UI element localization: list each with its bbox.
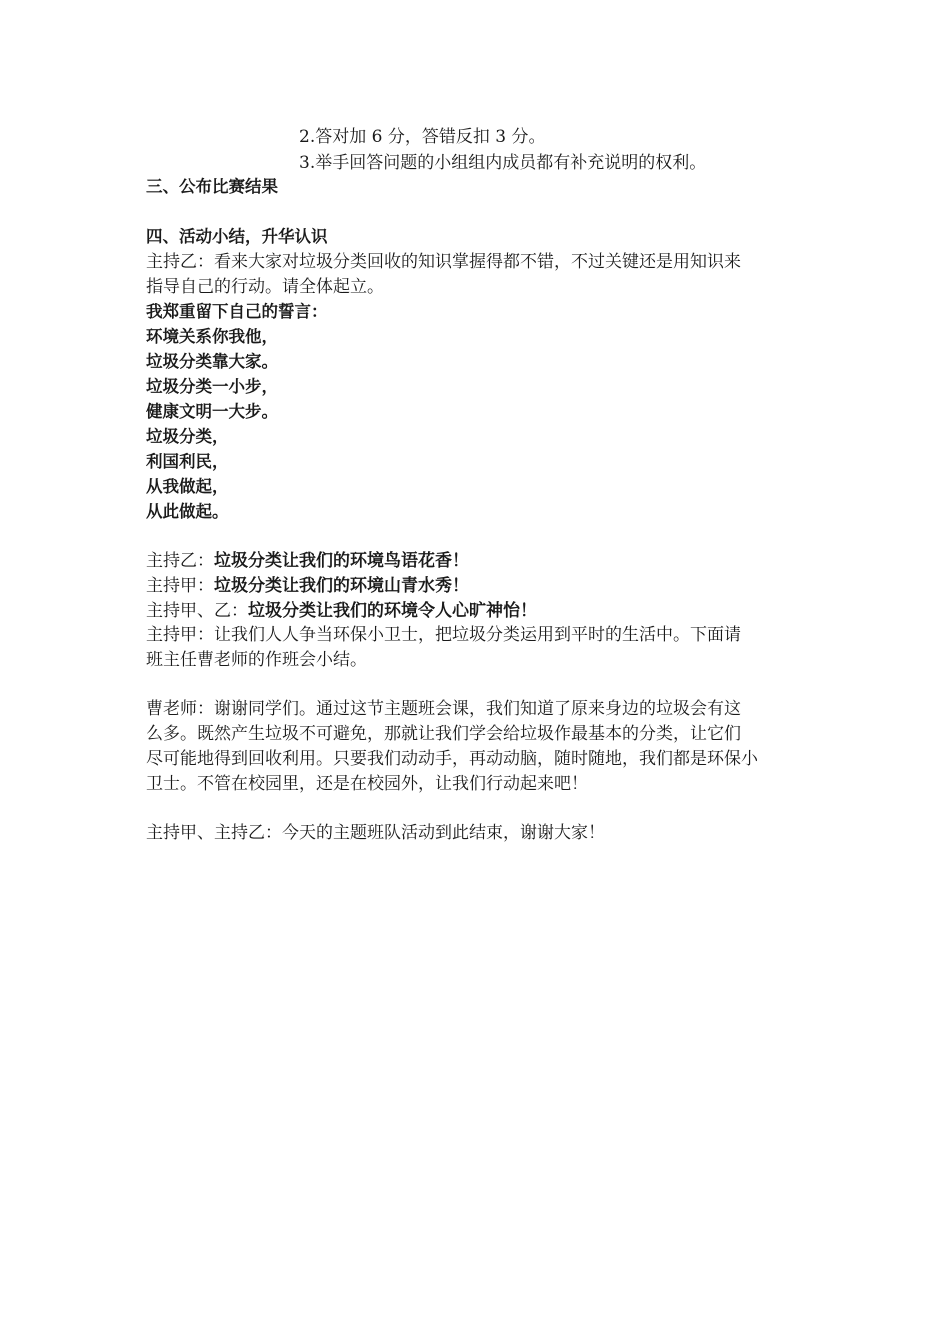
pledge-line: 垃圾分类靠大家。 [146, 352, 278, 371]
host-a-transition-line-2: 班主任曹老师的作班会小结。 [146, 650, 367, 670]
slogan-line [146, 549, 469, 573]
pledge-line: 从我做起， [146, 477, 229, 496]
slogan-text: 垃圾分类让我们的环境山青水秀！ [214, 576, 469, 596]
slogan-speaker: 主持乙： [146, 551, 214, 571]
section-4-heading: 四、活动小结，升华认识 [146, 227, 328, 246]
section-3-heading: 三、公布比赛结果 [146, 177, 278, 196]
host-b-intro-line-1: 主持乙：看来大家对垃圾分类回收的知识掌握得都不错，不过关键还是用知识来 [146, 252, 741, 272]
slogan-line [146, 574, 469, 598]
host-a-transition-line-1: 主持甲：让我们人人争当环保小卫士，把垃圾分类运用到平时的生活中。下面请 [146, 625, 741, 645]
pledge-line: 健康文明一大步。 [146, 402, 278, 421]
pledge-line: 从此做起。 [146, 502, 229, 521]
slogan-line [146, 599, 537, 623]
pledge-line: 环境关系你我他， [146, 327, 278, 346]
slogan-text: 垃圾分类让我们的环境鸟语花香！ [214, 551, 469, 571]
teacher-summary-line-4: 卫士。不管在校园里，还是在校园外，让我们行动起来吧！ [146, 774, 588, 794]
slogan-text: 垃圾分类让我们的环境令人心旷神怡！ [248, 601, 537, 621]
slogan-speaker: 主持甲： [146, 576, 214, 596]
closing-line: 主持甲、主持乙：今天的主题班队活动到此结束，谢谢大家！ [146, 823, 605, 843]
teacher-summary-line-1: 曹老师：谢谢同学们。通过这节主题班会课，我们知道了原来身边的垃圾会有这 [146, 699, 741, 719]
pledge-line: 垃圾分类一小步， [146, 377, 278, 396]
pledge-line: 利国利民， [146, 452, 229, 471]
host-b-intro-line-2: 指导自己的行动。请全体起立。 [146, 277, 384, 297]
teacher-summary-line-2: 么多。既然产生垃圾不可避免，那就让我们学会给垃圾作最基本的分类，让它们 [146, 724, 741, 744]
rule-3: 3.举手回答问题的小组组内成员都有补充说明的权利。 [299, 153, 707, 173]
teacher-summary-line-3: 尽可能地得到回收利用。只要我们动动手，再动动脑，随时随地，我们都是环保小 [146, 749, 758, 769]
rule-2: 2.答对加 6 分，答错反扣 3 分。 [299, 127, 546, 147]
pledge-title: 我郑重留下自己的誓言： [146, 302, 328, 321]
pledge-line: 垃圾分类， [146, 427, 229, 446]
slogan-speaker: 主持甲、乙： [146, 601, 248, 621]
